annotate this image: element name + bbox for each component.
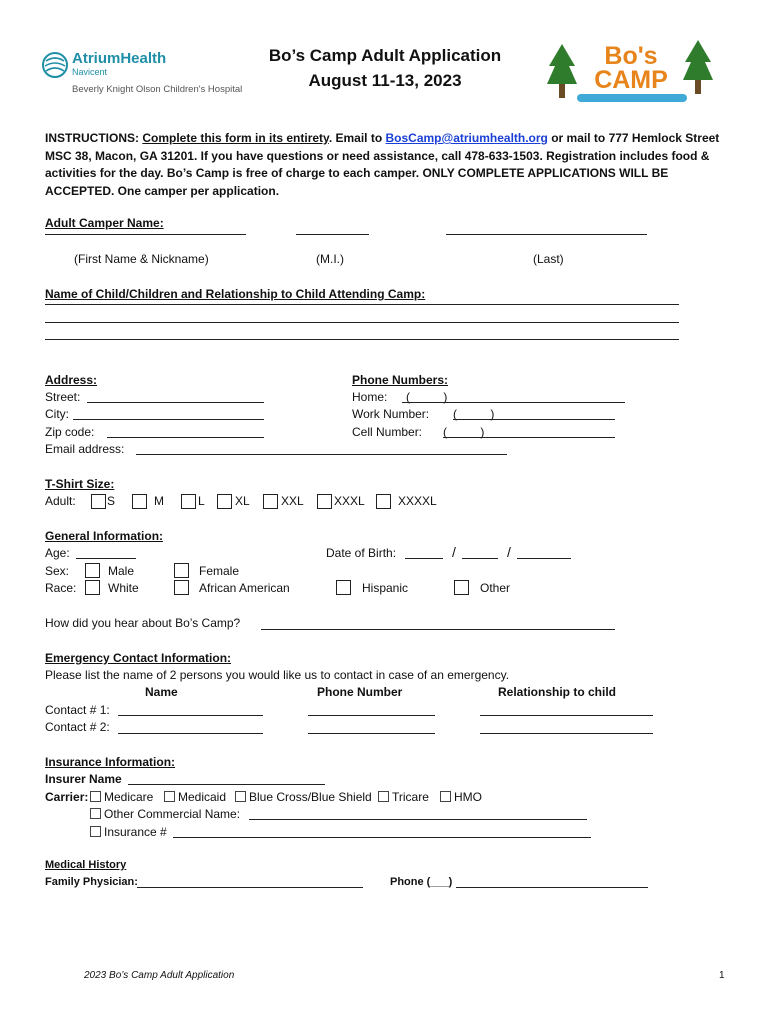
carrier-label: Carrier: xyxy=(45,790,89,804)
children-line-3[interactable] xyxy=(45,339,679,340)
bcbs-checkbox[interactable] xyxy=(235,791,246,802)
zip-field[interactable] xyxy=(107,437,264,438)
size-m-checkbox[interactable] xyxy=(132,494,147,509)
dob-year-field[interactable] xyxy=(517,558,571,559)
dob-month-field[interactable] xyxy=(405,558,443,559)
instructions: INSTRUCTIONS: Complete this form in its entirety. Email to BosCamp@atriumhealth.org or mail to 777 Hemlock Street MSC 38, Macon, GA 31201. If you have questions or need assistance, call 478-633-1503. Registration includes food & activities for the day. Bo’s Camp is free of charge to each camper. ONLY COMPLETE APPLICATIONS WILL BE ACCEPTED. One camper per application. xyxy=(45,131,720,198)
african-american-checkbox[interactable] xyxy=(174,580,189,595)
address-heading: Address: xyxy=(45,373,98,387)
size-l-label: L xyxy=(198,494,205,508)
tree-icon xyxy=(683,40,713,96)
last-name-label: (Last) xyxy=(533,252,564,266)
general-heading: General Information: xyxy=(45,529,164,543)
insurance-number-checkbox[interactable] xyxy=(90,826,101,837)
hmo-option[interactable]: HMO xyxy=(440,790,482,804)
city-field[interactable] xyxy=(73,419,264,420)
col-phone-header: Phone Number xyxy=(317,685,403,699)
work-phone-label: Work Number: xyxy=(352,407,430,421)
email-field[interactable] xyxy=(136,454,507,455)
last-name-field[interactable] xyxy=(446,234,647,235)
size-xxxl-checkbox[interactable] xyxy=(317,494,332,509)
emergency-desc: Please list the name of 2 persons you would like us to contact in case of an emergency. xyxy=(45,668,510,682)
size-s-label: S xyxy=(107,494,116,508)
size-xxl-checkbox[interactable] xyxy=(263,494,278,509)
other-commercial-field[interactable] xyxy=(249,819,587,820)
bcbs-option[interactable]: Blue Cross/Blue Shield xyxy=(235,790,372,804)
zip-label: Zip code: xyxy=(45,425,95,439)
physician-label: Family Physician: xyxy=(45,876,138,888)
atrium-globe-icon xyxy=(42,52,68,78)
work-area: ( ) xyxy=(453,407,495,421)
medical-heading: Medical History xyxy=(45,859,127,871)
size-xxxxl-label: XXXXL xyxy=(398,494,437,508)
contact1-phone-field[interactable] xyxy=(308,715,435,716)
work-phone-field[interactable] xyxy=(453,419,615,420)
medicaid-checkbox[interactable] xyxy=(164,791,175,802)
tree-icon xyxy=(547,44,577,100)
dob-label: Date of Birth: xyxy=(326,546,397,560)
adult-label: Adult: xyxy=(45,494,76,508)
male-checkbox[interactable] xyxy=(85,563,100,578)
street-label: Street: xyxy=(45,390,81,404)
medicaid-option[interactable]: Medicaid xyxy=(164,790,226,804)
children-line-1[interactable] xyxy=(45,304,679,305)
male-label: Male xyxy=(108,564,135,578)
title-line-2: August 11-13, 2023 xyxy=(308,71,462,90)
mi-label: (M.I.) xyxy=(316,252,344,266)
female-checkbox[interactable] xyxy=(174,563,189,578)
title-line-1: Bo’s Camp Adult Application xyxy=(268,46,502,65)
female-label: Female xyxy=(199,564,240,578)
dob-slash: / xyxy=(507,544,511,560)
hear-field[interactable] xyxy=(261,629,615,630)
physician-phone-label: Phone (___) xyxy=(390,876,453,888)
city-label: City: xyxy=(45,407,69,421)
page-title xyxy=(240,46,530,91)
atrium-logo xyxy=(42,48,272,100)
size-xxxxl-checkbox[interactable] xyxy=(376,494,391,509)
col-name-header: Name xyxy=(145,685,178,699)
hospital-name: Beverly Knight Olson Children's Hospital xyxy=(72,84,243,95)
footer-doc-name: 2023 Bo’s Camp Adult Application xyxy=(84,970,235,981)
dob-slash: / xyxy=(452,544,456,560)
org-sub: Navicent xyxy=(72,67,108,77)
size-xl-checkbox[interactable] xyxy=(217,494,232,509)
col-relationship-header: Relationship to child xyxy=(498,685,617,699)
physician-field[interactable] xyxy=(137,887,363,888)
home-phone-label: Home: xyxy=(352,390,388,404)
size-l-checkbox[interactable] xyxy=(181,494,196,509)
home-area: ( ) xyxy=(406,390,448,404)
org-name: AtriumHealth xyxy=(72,50,167,67)
medicare-checkbox[interactable] xyxy=(90,791,101,802)
hispanic-label: Hispanic xyxy=(362,581,409,595)
cell-phone-label: Cell Number: xyxy=(352,425,423,439)
children-heading: Name of Child/Children and Relationship to Child Attending Camp: xyxy=(45,287,426,301)
other-label: Other xyxy=(480,581,511,595)
white-checkbox[interactable] xyxy=(85,580,100,595)
camper-heading: Adult Camper Name: xyxy=(45,216,164,230)
size-xl-label: XL xyxy=(235,494,250,508)
phones-heading: Phone Numbers: xyxy=(352,373,449,387)
email-link[interactable]: BosCamp@atriumhealth.org xyxy=(385,131,548,145)
hear-label: How did you hear about Bo’s Camp? xyxy=(45,616,241,630)
mi-field[interactable] xyxy=(296,234,369,235)
camp-logo-text: Bo's CAMP xyxy=(594,42,668,94)
contact2-label: Contact # 2: xyxy=(45,720,110,734)
contact1-label: Contact # 1: xyxy=(45,703,110,717)
age-label: Age: xyxy=(45,546,70,560)
home-phone-field[interactable] xyxy=(402,402,625,403)
size-m-label: M xyxy=(154,494,164,508)
cell-area: ( ) xyxy=(443,425,485,439)
insurer-field[interactable] xyxy=(128,784,325,785)
contact2-phone-field[interactable] xyxy=(308,733,435,734)
size-xxl-label: XXL xyxy=(281,494,304,508)
insurance-number-field[interactable] xyxy=(173,837,591,838)
insurer-label: Insurer Name xyxy=(45,772,122,786)
other-checkbox[interactable] xyxy=(454,580,469,595)
page-number: 1 xyxy=(719,970,725,981)
street-field[interactable] xyxy=(87,402,264,403)
tshirt-heading: T-Shirt Size: xyxy=(45,477,115,491)
other-commercial-checkbox[interactable] xyxy=(90,808,101,819)
physician-phone-field[interactable] xyxy=(456,887,648,888)
children-line-2[interactable] xyxy=(45,322,679,323)
tricare-option[interactable]: Tricare xyxy=(378,790,429,804)
email-label: Email address: xyxy=(45,442,125,456)
other-commercial-option[interactable]: Other Commercial Name: xyxy=(90,807,240,821)
white-label: White xyxy=(108,581,139,595)
insurance-heading: Insurance Information: xyxy=(45,755,176,769)
contact2-name-field[interactable] xyxy=(118,733,263,734)
age-field[interactable] xyxy=(76,558,136,559)
hispanic-checkbox[interactable] xyxy=(336,580,351,595)
medicare-option[interactable]: Medicare xyxy=(90,790,153,804)
first-name-field[interactable] xyxy=(45,234,246,235)
size-s-checkbox[interactable] xyxy=(91,494,106,509)
race-label: Race: xyxy=(45,581,77,595)
camp-logo xyxy=(545,30,715,114)
hmo-checkbox[interactable] xyxy=(440,791,451,802)
contact2-relationship-field[interactable] xyxy=(480,733,653,734)
contact1-relationship-field[interactable] xyxy=(480,715,653,716)
dob-day-field[interactable] xyxy=(462,558,498,559)
african-american-label: African American xyxy=(199,581,290,595)
sex-label: Sex: xyxy=(45,564,70,578)
size-xxxl-label: XXXL xyxy=(334,494,365,508)
cell-phone-field[interactable] xyxy=(443,437,615,438)
tricare-checkbox[interactable] xyxy=(378,791,389,802)
emergency-heading: Emergency Contact Information: xyxy=(45,651,232,665)
contact1-name-field[interactable] xyxy=(118,715,263,716)
insurance-number-option[interactable]: Insurance # xyxy=(90,825,167,839)
first-name-label: (First Name & Nickname) xyxy=(74,252,209,266)
